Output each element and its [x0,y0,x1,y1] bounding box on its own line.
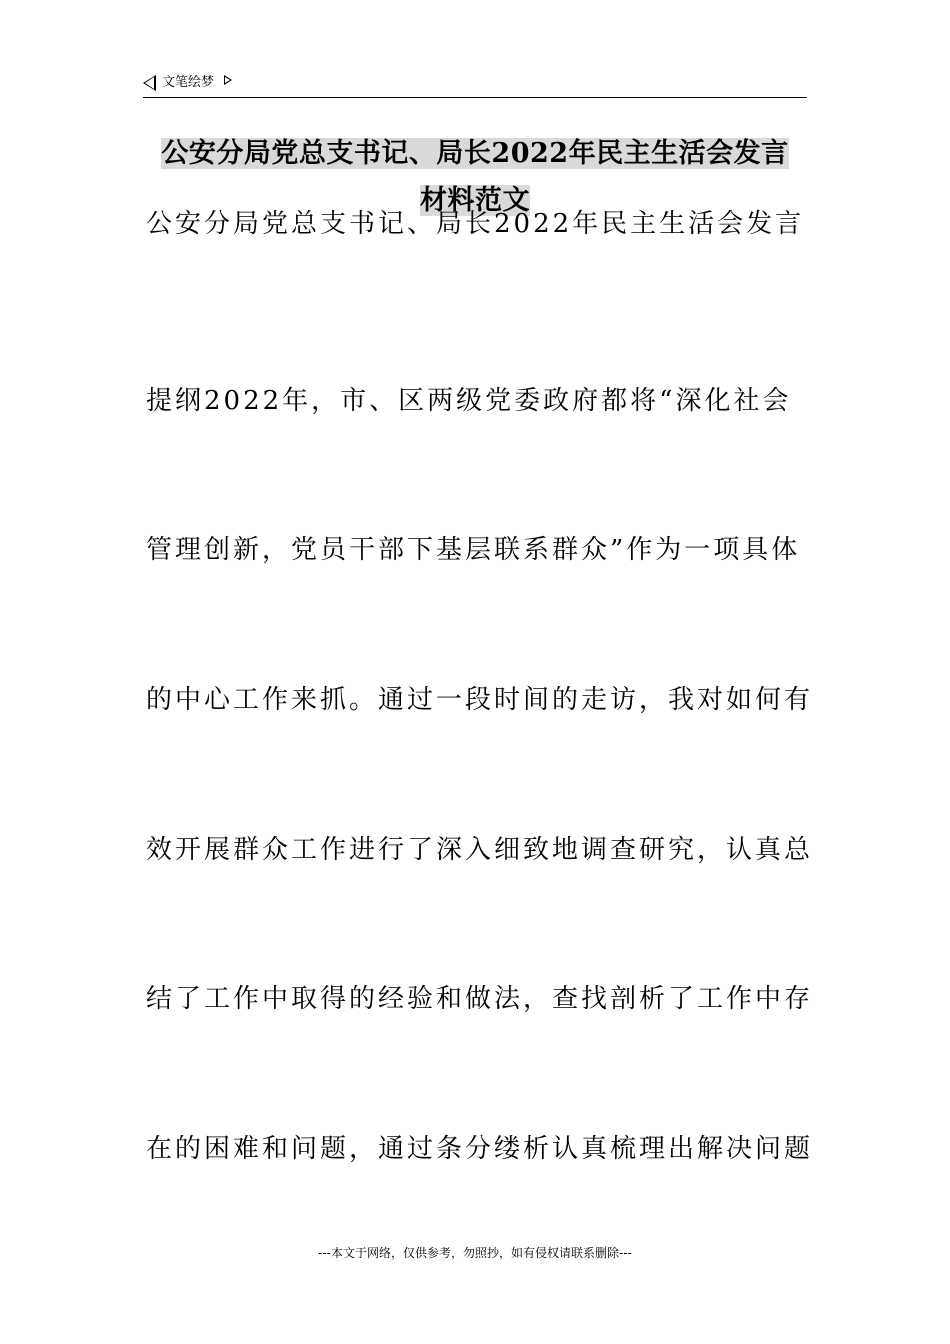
title-line-2: 材料范文 [420,185,530,216]
triangle-left-icon [143,75,156,91]
header-label: 文笔绘梦 [162,75,215,90]
title-line-1: 公安分局党总支书记、局长2022年民主生活会发言 [161,138,789,169]
body-line-5: 效开展群众工作进行了深入细致地调查研究，认真总 [146,835,814,865]
body-line-4: 的中心工作来抓。通过一段时间的走访，我对如何有 [146,685,814,715]
body-line-3: 管理创新，党员干部下基层联系群众”作为一项具体 [146,535,801,565]
header-row [143,73,807,93]
page-footer: ---本文于网络，仅供参考，勿照抄，如有侵权请联系删除--- [318,1246,632,1260]
header-divider [143,97,807,98]
body-line-6: 结了工作中取得的经验和做法，查找剖析了工作中存 [146,984,814,1014]
body-line-2: 提纲2022年，市、区两级党委政府都将“深化社会 [146,386,792,416]
body-line-7: 在的困难和问题，通过条分缕析认真梳理出解决问题 [146,1134,814,1164]
page-header [143,73,807,97]
body-line-1: 公安分局党总支书记、局长2022年民主生活会发言 [146,209,805,239]
triangle-right-icon [224,75,232,85]
